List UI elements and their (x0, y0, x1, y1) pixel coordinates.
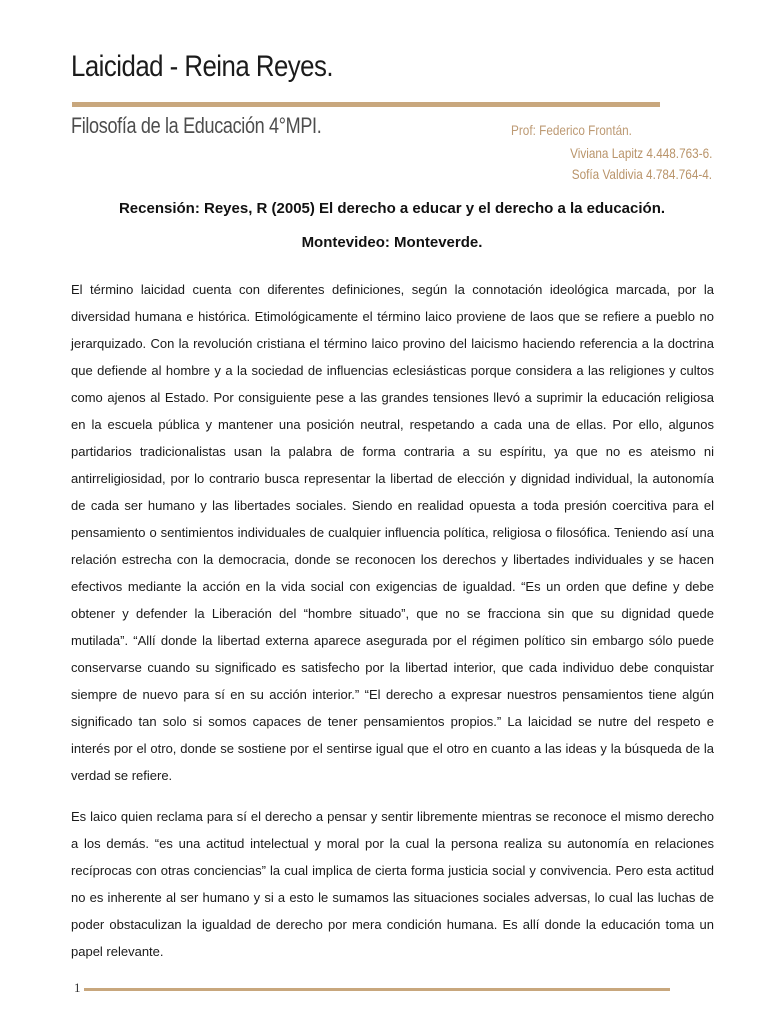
course-subtitle: Filosofía de la Educación 4°MPI. (71, 113, 322, 138)
page-number: 1 (74, 980, 81, 995)
review-heading: Recensión: Reyes, R (2005) El derecho a educar y el derecho a la educación. (118, 200, 666, 217)
body-paragraph: Es laico quien reclama para sí el derecho a pensar y sentir libremente mientras se reconoce el mismo derecho a los demás. “es una actitud intelectual y moral por la cual la persona realiza su autonomía en relaciones recíprocas con otras conciencias” la cual implica de cierta forma justicia social y convivencia. Pero esta actitud no es inherente al ser humano y si a esto le sumamos las situaciones sociales adversas, lo cual las luchas de poder obstaculizan la igualdad de derecho por mera condición humana. Es allí donde la educación toma un papel relevante. (71, 809, 714, 959)
body-paragraph: El término laicidad cuenta con diferentes definiciones, según la connotación ideológica marcada, por la diversidad humana e histórica. Etimológicamente el término laico proviene de laos que se refiere a pueblo no jerarquizado. Con la revolución cristiana el término laico provino del laicismo haciendo referencia a la doctrina que defiende al hombre y a la sociedad de influencias eclesiásticas porque considera a las religiones y cultos como ajenos al Estado. Por consiguiente pese a las grandes tensiones llevó a suprimir la educación religiosa en la escuela pública y mantener una posición neutral, respetando a cada una de ellas. Por ello, algunos partidarios tradicionalistas usan la palabra de forma contraria a su espíritu, ya que no es ateismo ni antirreligiosidad, por lo contrario busca representar la libertad de elección y dignidad individual, la autonomía de cada ser humano y las libertades sociales. Siendo en realidad opuesta a toda presión coercitiva para el pensamiento o sentimientos individuales de cualquier influencia política, religiosa o filosófica. Teniendo así una relación estrecha con la democracia, donde se reconocen los derechos y libertades individuales y se hacen efectivos mediante la acción en la vida social con exigencias de igualdad. “Es un orden que define y debe obtener y defender la Liberación del “hombre situado”, que no se fracciona sin que su dignidad quede mutilada”. “Allí donde la libertad externa aparece asegurada por el régimen político sin embargo sólo puede conservarse cuando su significado es satisfecho por la libertad interior, que cada individuo debe conquistar siempre de nuevo para sí en su acción interior.” “El derecho a expresar nuestros pensamientos tiene algún significado tan solo si somos capaces de tener pensamientos propios.” La laicidad se nutre del respeto e interés por el otro, donde se sostiene por el sentirse igual que el otro en cuanto a las ideas y la búsqueda de la verdad se refiere. (71, 282, 714, 783)
document-title: Laicidad - Reina Reyes. (71, 50, 334, 83)
header-divider (72, 102, 660, 107)
review-heading-publisher: Montevideo: Monteverde. (301, 234, 483, 251)
footer-divider (84, 988, 670, 991)
student-name-2: Sofía Valdivia 4.784.764-4. (571, 166, 712, 182)
professor-name: Prof: Federico Frontán. (511, 122, 632, 138)
student-name-1: Viviana Lapitz 4.448.763-6. (569, 145, 712, 161)
